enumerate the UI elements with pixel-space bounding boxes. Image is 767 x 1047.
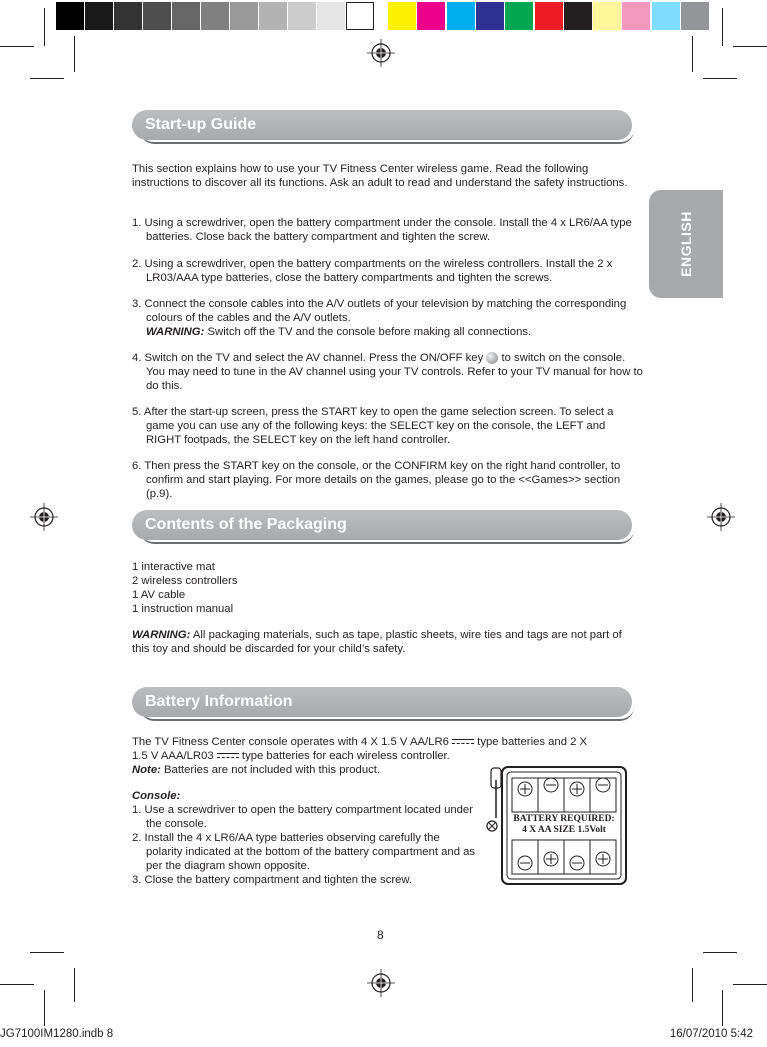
gray-swatch — [230, 2, 258, 30]
startup-title: Start-up Guide — [145, 116, 257, 133]
contents-title: Contents of the Packaging — [145, 516, 347, 533]
page-number: 8 — [377, 928, 384, 942]
gray-swatch — [346, 2, 374, 30]
on-off-key-icon — [486, 352, 498, 364]
startup-step-6: 6. Then press the START key on the console, or the CONFIRM key on the right hand controller, to confirm and start playing. For more details on the games, please go to the <<Games>> section (p.9). — [132, 460, 621, 500]
dc-symbol-icon — [452, 738, 474, 746]
language-tab — [649, 190, 723, 298]
gray-swatch — [143, 2, 171, 30]
gray-swatch — [85, 2, 113, 30]
gray-swatch — [172, 2, 200, 30]
startup-header — [132, 110, 634, 144]
registration-mark-icon — [367, 39, 395, 67]
dc-symbol-icon — [217, 752, 239, 760]
note-label: Note: — [132, 764, 161, 776]
process-swatch — [447, 2, 475, 30]
process-swatch — [622, 2, 650, 30]
registration-mark-icon — [30, 503, 58, 531]
battery-title: Battery Information — [145, 693, 293, 710]
gray-swatch — [201, 2, 229, 30]
startup-step-3: 3. Connect the console cables into the A/V outlets of your television by matching the corresponding colours of the cables and the A/V outlets. WARNING: Switch off the TV and the console before making all connections. — [132, 298, 627, 338]
startup-intro: This section explains how to use your TV Fitness Center wireless game. Read the following instructions to discover all its functions. Ask an adult to read and understand the safety instructions. — [132, 163, 628, 189]
warning-label: WARNING: — [132, 629, 191, 641]
list-item: 1 instruction manual — [132, 603, 234, 615]
list-item: 2 wireless controllers — [132, 575, 238, 587]
battery-intro: The TV Fitness Center console operates with 4 X 1.5 V AA/LR6 type batteries and 2 X 1.5 V AAA/LR03 type batteries for each wireless controller. Note: Batteries are not included with this product. — [132, 736, 588, 776]
startup-step-4: 4. Switch on the TV and select the AV channel. Press the ON/OFF key to switch on the console. You may need to tune in the AV channel using your TV controls. Refer to your TV manual for how to do this. — [132, 352, 643, 392]
registration-mark-icon — [367, 969, 395, 997]
contents-list — [132, 560, 237, 616]
gray-swatch — [56, 2, 84, 30]
contents-header — [132, 510, 634, 544]
process-swatch — [476, 2, 504, 30]
process-swatch — [652, 2, 680, 30]
console-step-3: 3. Close the battery compartment and tighten the screw. — [132, 874, 413, 886]
battery-compartment-diagram — [482, 766, 628, 886]
list-item: 1 AV cable — [132, 589, 186, 601]
language-tab-label: ENGLISH — [678, 211, 694, 277]
process-swatch — [417, 2, 445, 30]
process-swatch — [593, 2, 621, 30]
process-swatch — [564, 2, 592, 30]
process-swatch — [388, 2, 416, 30]
process-swatch — [535, 2, 563, 30]
registration-mark-icon — [707, 503, 735, 531]
console-instructions — [132, 789, 477, 887]
process-swatch — [505, 2, 533, 30]
warning-label: WARNING: — [146, 326, 205, 338]
console-step-1: 1. Use a screwdriver to open the battery compartment located under the console. — [132, 804, 473, 830]
startup-step-5: 5. After the start-up screen, press the START key to open the game selection screen. To select a game you can use any of the following keys: the SELECT key on the console, the LEFT and RIGHT footpads, the SELECT key on the left hand controller. — [132, 406, 614, 446]
list-item: 1 interactive mat — [132, 561, 215, 573]
startup-step-2: 2. Using a screwdriver, open the battery compartments on the wireless controllers. Install the 2 x LR03/AAA type batteries, close the battery compartments and tighten the screws. — [132, 258, 613, 284]
gray-swatch — [259, 2, 287, 30]
console-step-2: 2. Install the 4 x LR6/AA type batteries observing carefully the polarity indicated at the bottom of the battery compartment and as per the diagram shown opposite. — [132, 832, 476, 872]
contents-warning: WARNING: All packaging materials, such as tape, plastic sheets, wire ties and tags are not part of this toy and should be discarded for your child’s safety. — [132, 629, 622, 655]
gray-swatch — [288, 2, 316, 30]
startup-step-1: 1. Using a screwdriver, open the battery compartment under the console. Install the 4 x LR6/AA type batteries. Close back the battery compartment and tighten the screw. — [132, 217, 632, 243]
console-label: Console: — [132, 790, 181, 802]
footer-date: 16/07/2010 5:42 — [669, 1028, 753, 1040]
footer-file: JG7100IM1280.indb 8 — [0, 1028, 114, 1040]
battery-header — [132, 687, 634, 721]
diagram-label: BATTERY REQUIRED: 4 X AA SIZE 1.5Volt — [508, 814, 620, 836]
gray-swatch — [317, 2, 345, 30]
gray-swatch — [114, 2, 142, 30]
process-swatch — [681, 2, 709, 30]
